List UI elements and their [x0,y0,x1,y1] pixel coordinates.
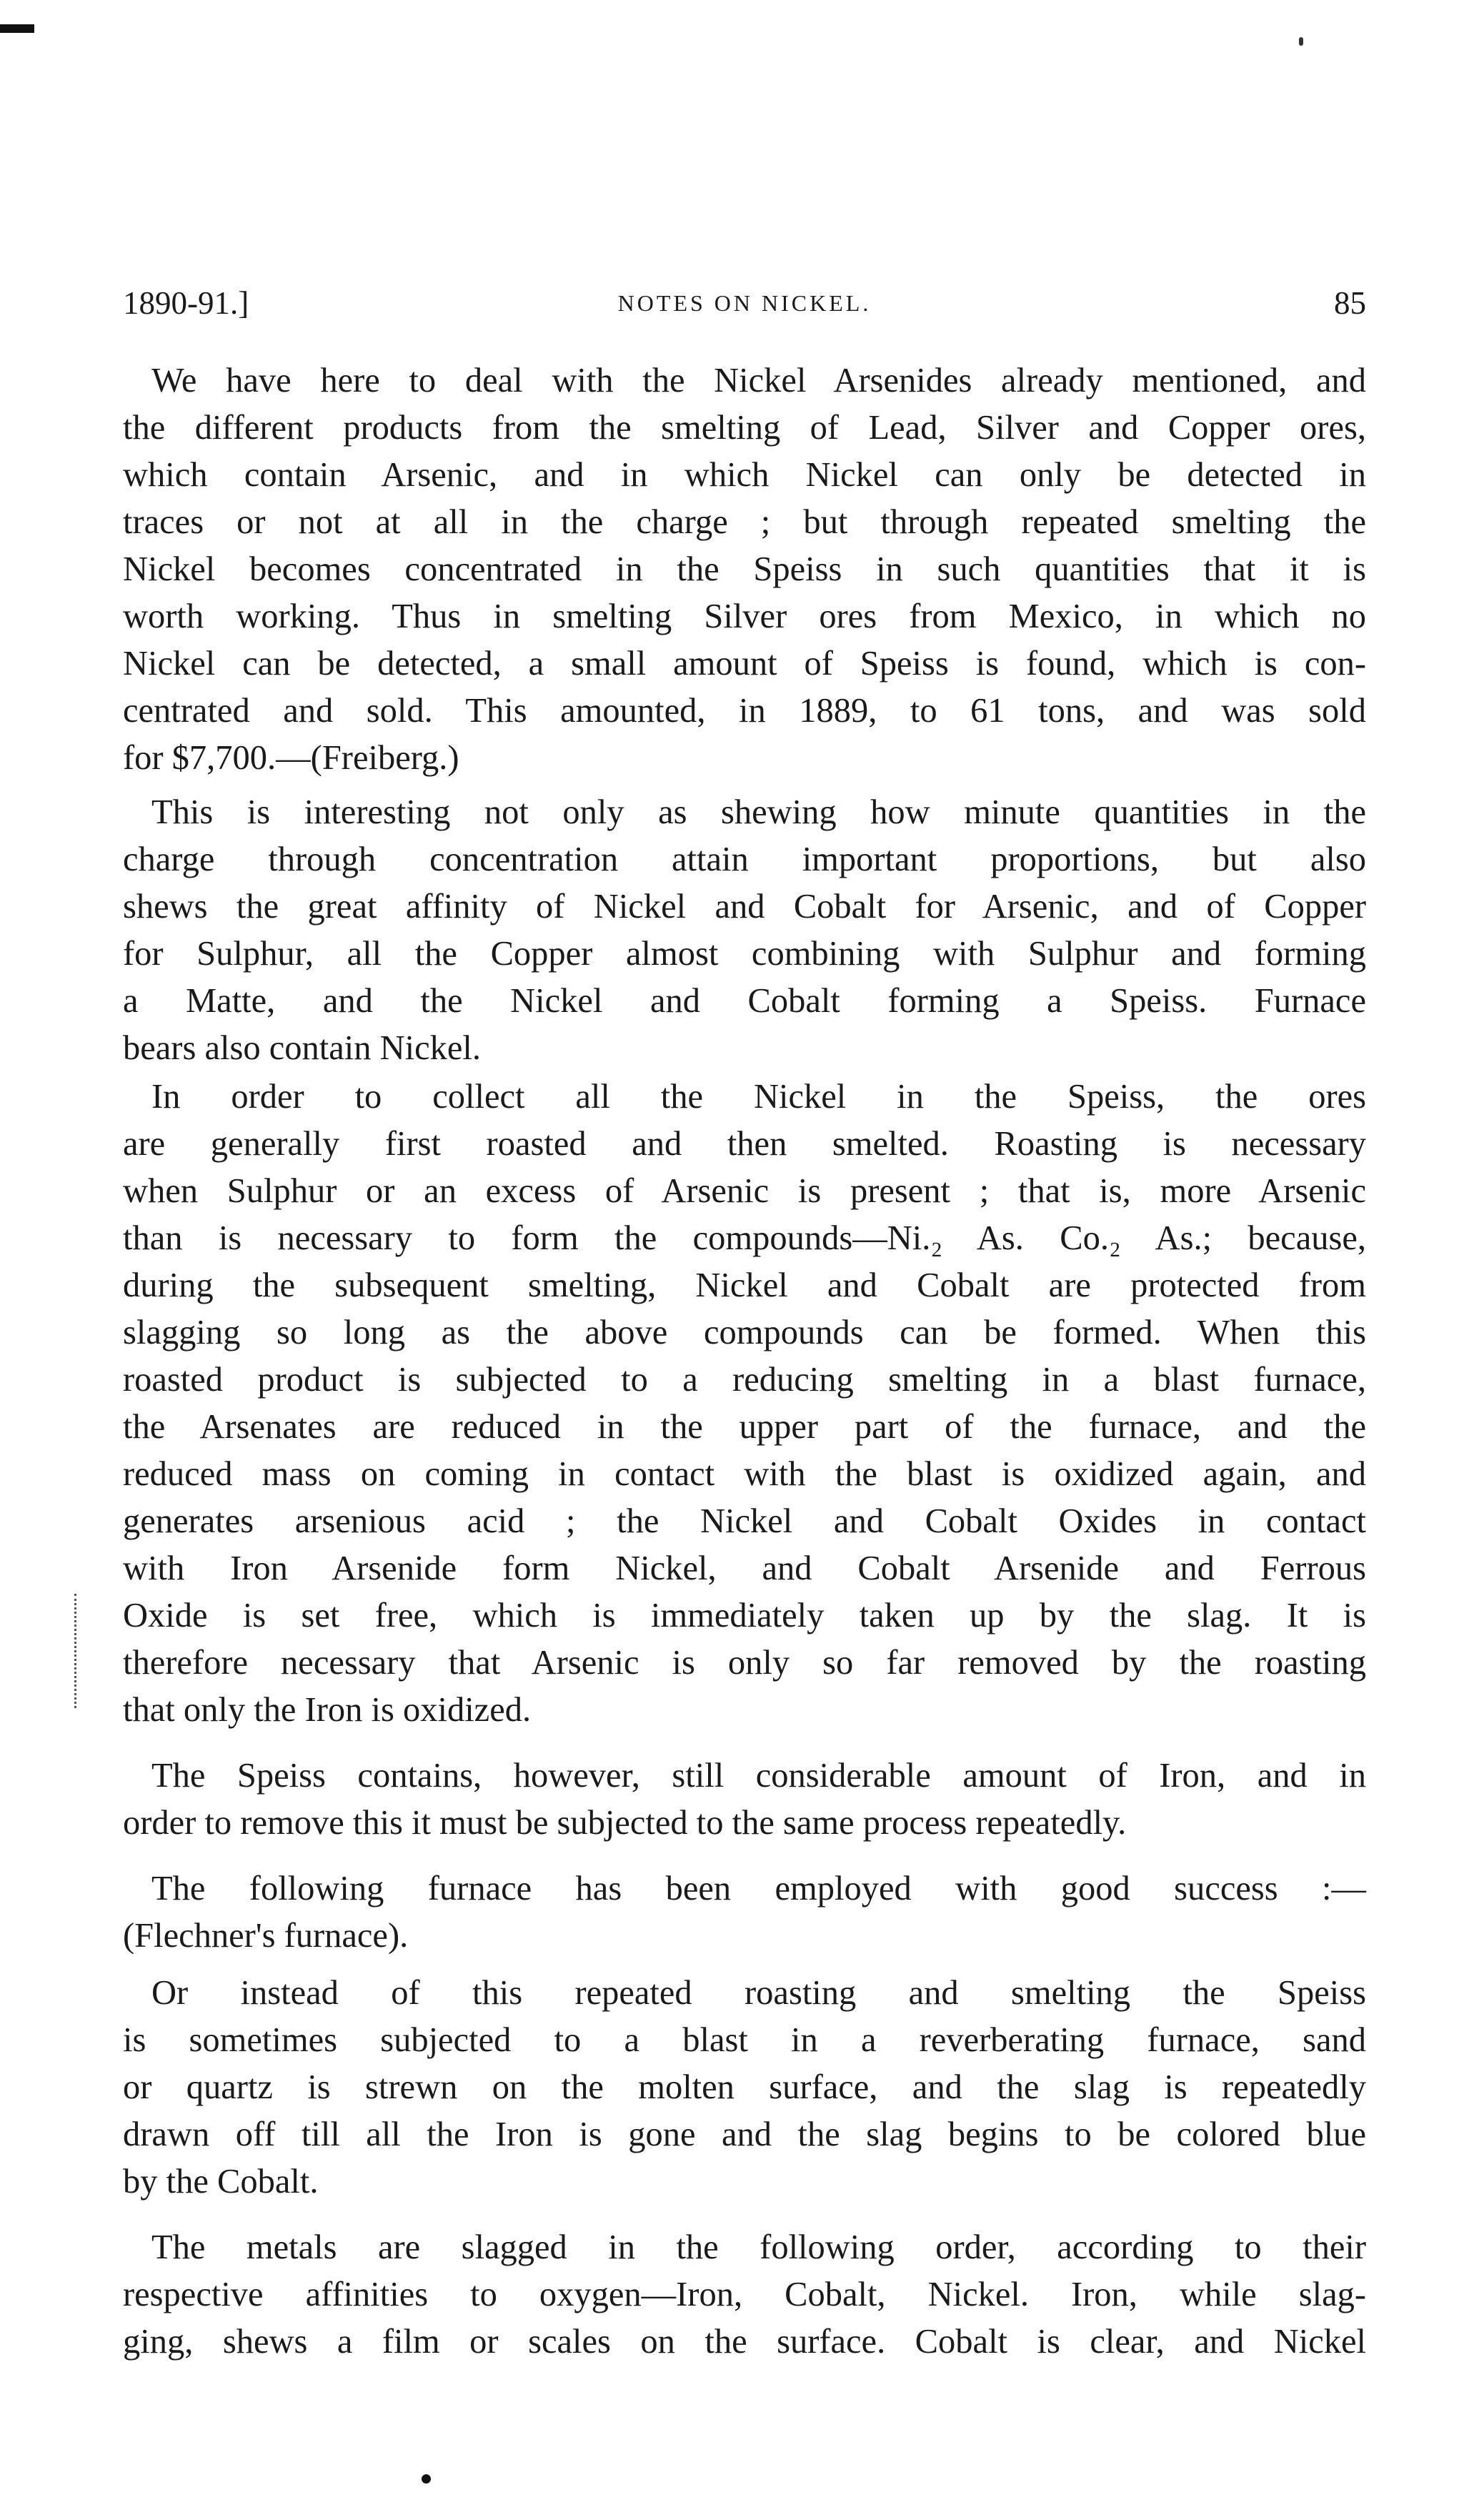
text-line: centrated and sold. This amounted, in 1889, to 61 tons, and was sold [123,692,1366,730]
paragraph-1 [123,357,1366,782]
paragraph-3 [123,1073,1366,1734]
text-line: This is interesting not only as shewing how minute quantities in the [151,793,1366,831]
text-line: that only the Iron is oxidized. [123,1691,532,1729]
text-line: Nickel becomes concentrated in the Speiss in such quantities that it is [123,550,1366,588]
text-line: when Sulphur or an excess of Arsenic is present ; that is, more Arsenic [123,1172,1366,1210]
text-line: Nickel can be detected, a small amount of Speiss is found, which is con- [123,645,1366,683]
text-line: the Arsenates are reduced in the upper part of the furnace, and the [123,1408,1366,1446]
paragraph-2 [123,789,1366,1072]
running-head [123,284,1366,327]
text-line: are generally first roasted and then smelted. Roasting is necessary [123,1125,1366,1163]
page-number: 85 [1334,285,1366,321]
text-line: the different products from the smelting of Lead, Silver and Copper ores, [123,409,1366,447]
body-text [123,357,1366,2366]
text-line: therefore necessary that Arsenic is only so far removed by the roasting [123,1644,1366,1682]
text-line: bears also contain Nickel. [123,1029,481,1067]
text-line: Or instead of this repeated roasting and smelting the Speiss [151,1974,1366,2012]
scan-speck [1299,37,1303,46]
text-line: by the Cobalt. [123,2163,319,2201]
text-line: ging, shews a film or scales on the surface. Cobalt is clear, and Nickel [123,2323,1366,2361]
paragraph-6 [123,1970,1366,2206]
text-line: respective affinities to oxygen—Iron, Cobalt, Nickel. Iron, while slag- [123,2276,1366,2313]
text-line: during the subsequent smelting, Nickel and Cobalt are protected from [123,1266,1366,1304]
scan-corner-mark [0,24,34,33]
text-line: The Speiss contains, however, still considerable amount of Iron, and in [151,1757,1366,1795]
text-line: traces or not at all in the charge ; but through repeated smelting the [123,503,1366,541]
text-line: reduced mass on coming in contact with the blast is oxidized again, and [123,1455,1366,1493]
text-line: which contain Arsenic, and in which Nickel can only be detected in [123,456,1366,494]
text-line: Oxide is set free, which is immediately taken up by the slag. It is [123,1597,1366,1634]
paragraph-4 [123,1752,1366,1847]
text-line: than is necessary to form the compounds—Ni.₂ As. Co.₂ As.; because, [123,1219,1366,1257]
header-title: NOTES ON NICKEL. [617,290,872,316]
text-line: order to remove this it must be subjected to the same process repeatedly. [123,1804,1127,1842]
text-line: for $7,700.—(Freiberg.) [123,739,459,777]
text-line: slagging so long as the above compounds can be formed. When this [123,1314,1366,1351]
text-line: The following furnace has been employed with good success :— [151,1870,1366,1908]
text-line: a Matte, and the Nickel and Cobalt forming a Speiss. Furnace [123,982,1366,1020]
margin-marks [74,1594,79,1708]
text-line: The metals are slagged in the following order, according to their [151,2228,1366,2266]
text-line: or quartz is strewn on the molten surface, and the slag is repeatedly [123,2068,1366,2106]
text-line: is sometimes subjected to a blast in a reverberating furnace, sand [123,2021,1366,2059]
text-line: (Flechner's furnace). [123,1917,409,1955]
text-line: worth working. Thus in smelting Silver ores from Mexico, in which no [123,597,1366,635]
paragraph-7 [123,2224,1366,2366]
text-line: for Sulphur, all the Copper almost combining with Sulphur and forming [123,935,1366,973]
text-line: shews the great affinity of Nickel and Cobalt for Arsenic, and of Copper [123,888,1366,926]
text-line: In order to collect all the Nickel in the Speiss, the ores [151,1078,1366,1116]
text-line: roasted product is subjected to a reducing smelting in a blast furnace, [123,1361,1366,1399]
text-line: with Iron Arsenide form Nickel, and Cobalt Arsenide and Ferrous [123,1549,1366,1587]
text-line: drawn off till all the Iron is gone and the slag begins to be colored blue [123,2115,1366,2153]
text-line: charge through concentration attain important proportions, but also [123,840,1366,878]
scan-speck [422,2474,431,2484]
paragraph-5 [123,1865,1366,1960]
text-line: generates arsenious acid ; the Nickel and Cobalt Oxides in contact [123,1502,1366,1540]
text-line: We have here to deal with the Nickel Arsenides already mentioned, and [151,362,1366,400]
header-volume: 1890-91.] [123,285,249,321]
